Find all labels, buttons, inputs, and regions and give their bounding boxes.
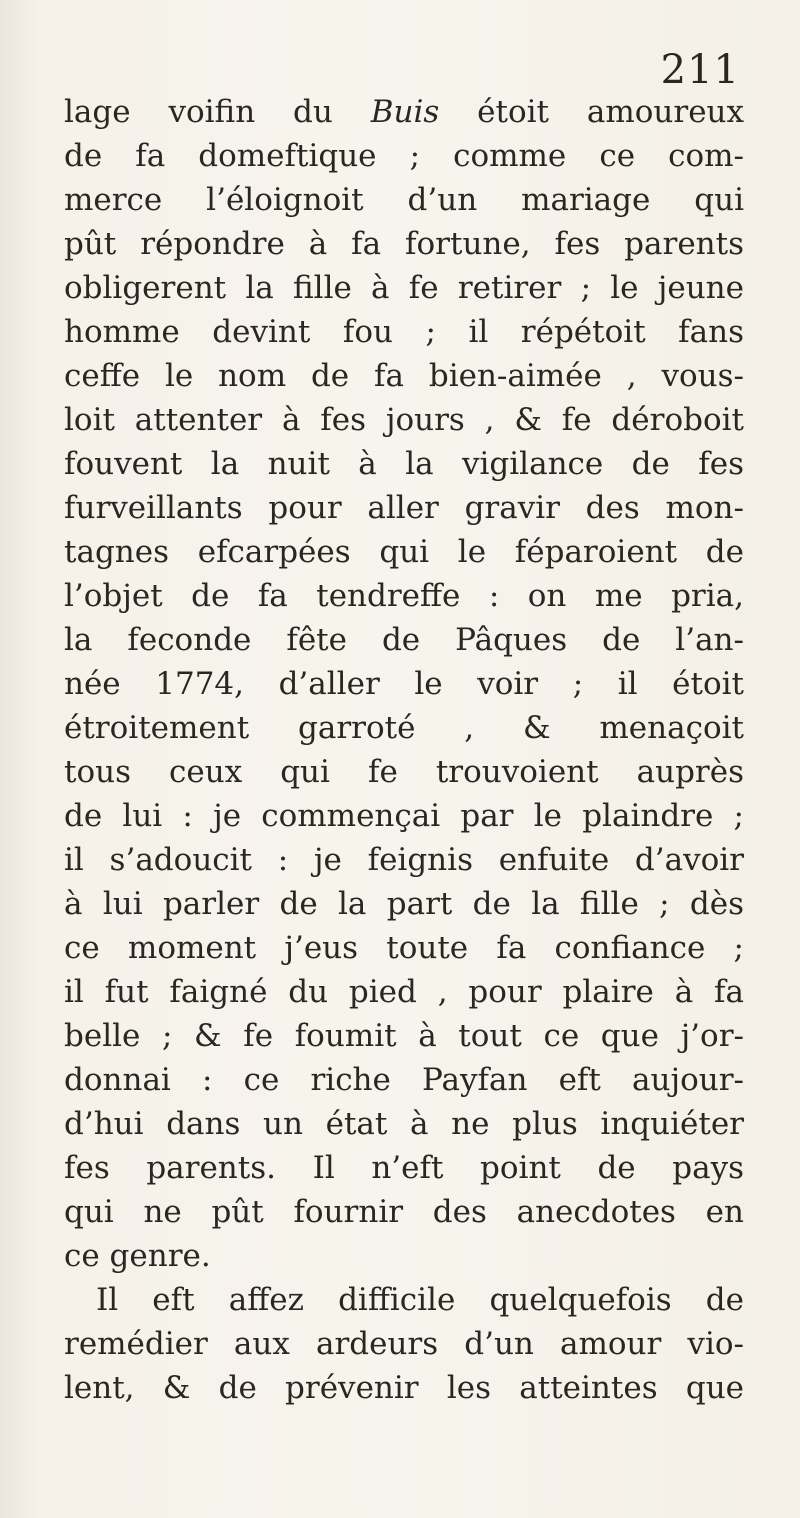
text-line: donnai : ce riche Payfan eft aujour-: [64, 1062, 744, 1098]
text-line: à lui parler de la part de la fille ; dès: [64, 886, 744, 922]
text-line: d’hui dans un état à ne plus inquiéter: [64, 1106, 744, 1142]
text-line: merce l’éloignoit d’un mariage qui: [64, 182, 744, 218]
text-line: fes parents. Il n’eft point de pays: [64, 1150, 744, 1186]
text-line: homme devint fou ; il répétoit fans: [64, 314, 744, 350]
page-number: 211: [660, 47, 740, 93]
text-line: tagnes efcarpées qui le féparoient de: [64, 534, 744, 570]
italic-word: Buis: [370, 94, 440, 130]
text-line: ceffe le nom de fa bien-aimée , vous-: [64, 358, 744, 394]
text-line: qui ne pût fournir des anecdotes en: [64, 1194, 744, 1230]
text-line: il s’adoucit : je feignis enfuite d’avoir: [64, 842, 744, 878]
text-line: il fut faigné du pied , pour plaire à fa: [64, 974, 744, 1010]
text-line: lent, & de prévenir les atteintes que: [64, 1370, 744, 1406]
text-line: pût répondre à fa fortune, fes parents: [64, 226, 744, 262]
text-line: loit attenter à fes jours , & fe déroboit: [64, 402, 744, 438]
text-line: fouvent la nuit à la vigilance de fes: [64, 446, 744, 482]
body-text: [64, 90, 744, 1410]
text-line: obligerent la fille à fe retirer ; le jeune: [64, 270, 744, 306]
text-line: remédier aux ardeurs d’un amour vio-: [64, 1326, 744, 1362]
text-line: de fa domeftique ; comme ce com-: [64, 138, 744, 174]
text-line: Il eft affez difficile quelquefois de: [96, 1282, 744, 1318]
text-line: étroitement garroté , & menaçoit: [64, 710, 744, 746]
text-line: ce moment j’eus toute fa confiance ;: [64, 930, 744, 966]
text-line: de lui : je commençai par le plaindre ;: [64, 798, 744, 834]
text-line: lage voifin du Buis étoit amoureux: [64, 94, 744, 130]
text-line: née 1774, d’aller le voir ; il étoit: [64, 666, 744, 702]
text-line: ce genre.: [64, 1238, 211, 1274]
text-line: l’objet de fa tendreffe : on me pria,: [64, 578, 744, 614]
text-line: tous ceux qui fe trouvoient auprès: [64, 754, 744, 790]
text-line: belle ; & fe foumit à tout ce que j’or-: [64, 1018, 744, 1054]
text-line: la feconde fête de Pâques de l’an-: [64, 622, 744, 658]
text-line: furveillants pour aller gravir des mon-: [64, 490, 744, 526]
